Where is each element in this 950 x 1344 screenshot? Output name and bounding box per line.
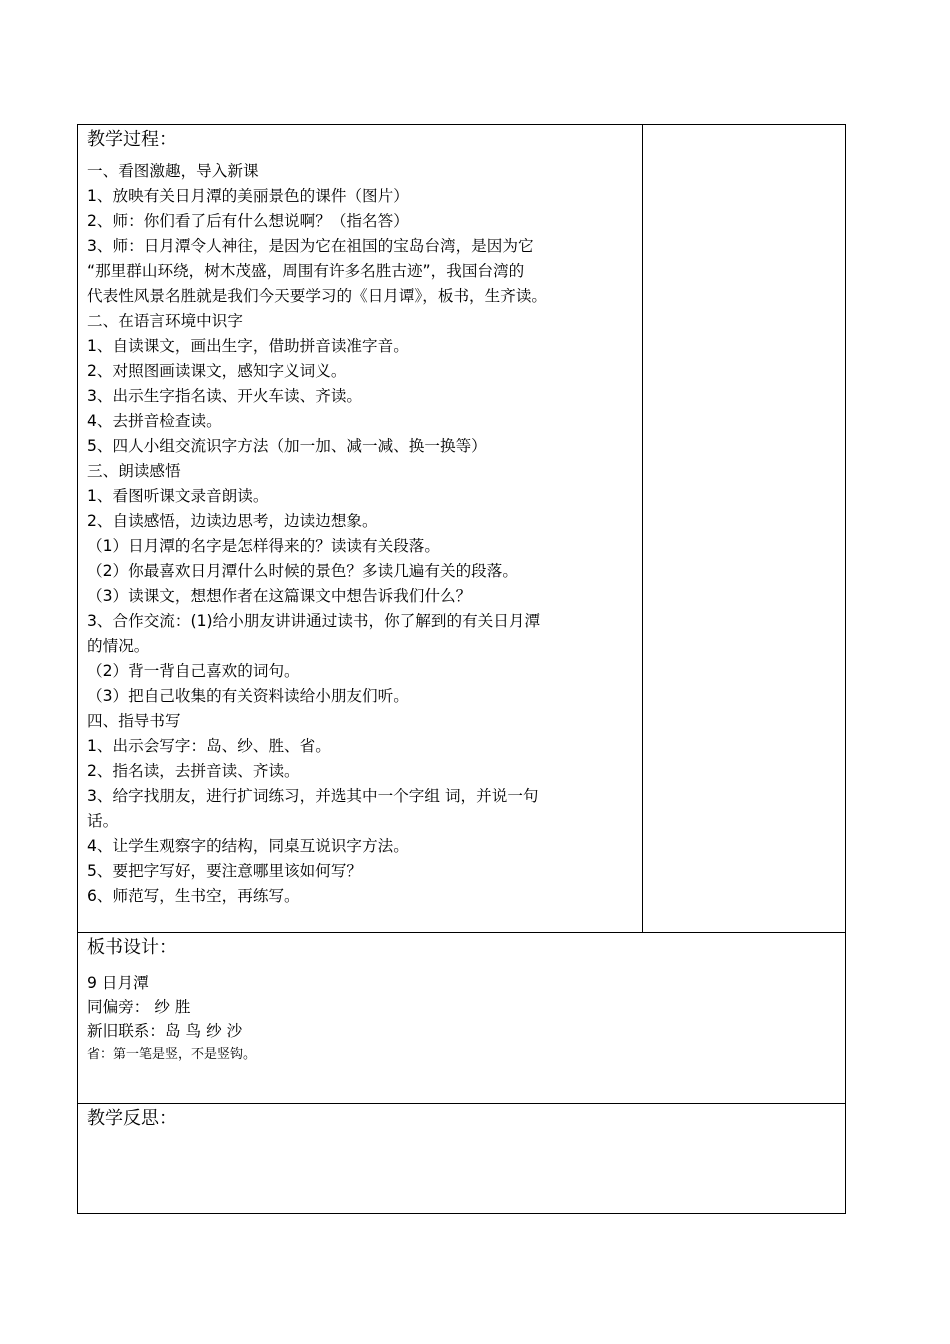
process-line: 2、指名读，去拼音读、齐读。 — [87, 762, 300, 780]
board-old-new: 新旧联系：岛 鸟 纱 沙 — [87, 1022, 243, 1040]
process-line: 1、出示会写字：岛、纱、胜、省。 — [87, 737, 331, 755]
process-line: 2、对照图画读课文，感知字义词义。 — [87, 362, 347, 380]
process-line: 话。 — [87, 812, 119, 830]
board-radical: 同偏旁： 纱 胜 — [87, 998, 191, 1016]
teaching-process-content — [87, 159, 634, 909]
process-line: 4、去拼音检查读。 — [87, 412, 222, 430]
process-line: （1）日月潭的名字是怎样得来的？读读有关段落。 — [87, 537, 440, 555]
process-line: 四、指导书写 — [87, 712, 181, 730]
process-line: 1、放映有关日月潭的美丽景色的课件（图片） — [87, 187, 409, 205]
process-line: 5、要把字写好，要注意哪里该如何写？ — [87, 862, 363, 880]
process-line: 三、朗读感悟 — [87, 462, 181, 480]
process-line: 3、给字找朋友，进行扩词练习，并选其中一个字组 词，并说一句 — [87, 787, 539, 805]
teaching-reflection-row — [78, 1104, 845, 1213]
process-line: 4、让学生观察字的结构，同桌互说识字方法。 — [87, 837, 409, 855]
process-line: 一、看图激趣，导入新课 — [87, 162, 259, 180]
teaching-process-heading: 教学过程： — [87, 129, 177, 150]
process-line: 3、出示生字指名读、开火车读、齐读。 — [87, 387, 363, 405]
process-line: 2、自读感悟，边读边思考，边读边想象。 — [87, 512, 378, 530]
process-line: 6、师范写，生书空，再练写。 — [87, 887, 300, 905]
board-title: 9 日月潭 — [87, 974, 149, 992]
notes-cell — [643, 125, 845, 932]
board-design-content — [87, 971, 836, 1067]
process-line: 3、师：日月潭令人神往，是因为它在祖国的宝岛台湾，是因为它 — [87, 237, 534, 255]
process-line: 二、在语言环境中识字 — [87, 312, 243, 330]
board-design-heading: 板书设计： — [87, 937, 177, 958]
teaching-reflection-heading: 教学反思： — [87, 1108, 177, 1129]
process-line: （3）把自己收集的有关资料读给小朋友们听。 — [87, 687, 409, 705]
process-line: 1、看图听课文录音朗读。 — [87, 487, 269, 505]
board-design-row — [78, 933, 845, 1104]
process-line: “那里群山环绕，树木茂盛，周围有许多名胜古迹”，我国台湾的 — [87, 262, 525, 280]
teaching-process-cell — [78, 125, 643, 932]
process-line: 2、师：你们看了后有什么想说啊？（指名答） — [87, 212, 409, 230]
process-line: （2）背一背自己喜欢的词句。 — [87, 662, 300, 680]
board-note: 省：第一笔是竖，不是竖钩。 — [87, 1047, 257, 1062]
process-line: 代表性风景名胜就是我们今天要学习的《日月谭》，板书，生齐读。 — [87, 287, 548, 305]
teaching-process-row — [78, 125, 845, 933]
process-line: 1、自读课文，画出生字，借助拼音读准字音。 — [87, 337, 409, 355]
process-line: 的情况。 — [87, 637, 150, 655]
process-line: 5、四人小组交流识字方法（加一加、减一减、换一换等） — [87, 437, 487, 455]
process-line: （3）读课文，想想作者在这篇课文中想告诉我们什么？ — [87, 587, 472, 605]
lesson-plan-table — [77, 124, 846, 1214]
process-line: （2）你最喜欢日月潭什么时候的景色？多读几遍有关的段落。 — [87, 562, 518, 580]
process-line: 3、合作交流：(1)给小朋友讲讲通过读书，你了解到的有关日月潭 — [87, 612, 541, 630]
